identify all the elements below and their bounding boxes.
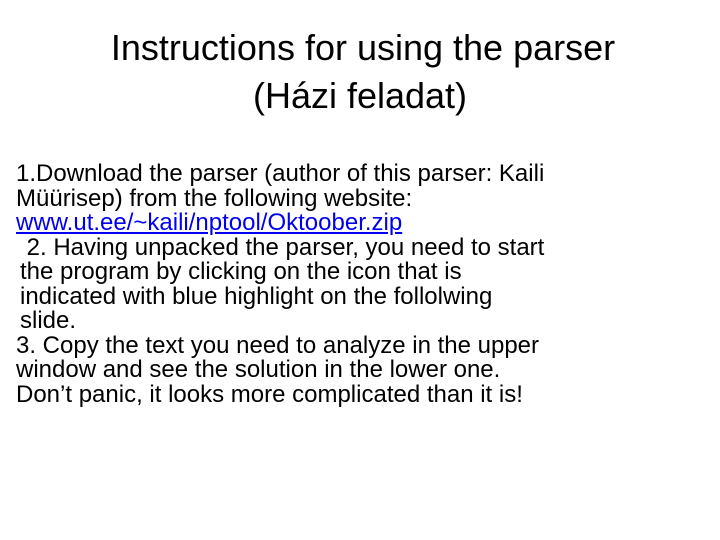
instruction-2-line-2: the program by clicking on the icon that is <box>20 258 462 285</box>
instruction-2-line-3: indicated with blue highlight on the follolwing <box>20 282 493 310</box>
instruction-2-line-4: slide. <box>20 307 77 334</box>
instruction-1-line-1: 1.Download the parser (author of this parser: Kaili <box>16 160 545 187</box>
instruction-3-line-1: 3. Copy the text you need to analyze in the upper <box>16 331 540 359</box>
instruction-2-line-1: 2. Having unpacked the parser, you need to start <box>20 233 545 261</box>
instruction-item-3 <box>16 331 706 408</box>
instruction-1-line-2: Müürisep) from the following website: <box>16 184 413 212</box>
title-line-2: (Házi feladat) <box>252 75 468 116</box>
instruction-item-1 <box>16 162 706 236</box>
slide-title <box>0 24 720 120</box>
instruction-item-2 <box>16 233 706 334</box>
instruction-3-line-3: Don’t panic, it looks more complicated than it is! <box>16 380 523 408</box>
parser-download-link[interactable]: www.ut.ee/~kaili/nptool/Oktoober.zip <box>16 209 403 236</box>
title-line-1: Instructions for using the parser <box>110 27 616 68</box>
instruction-3-line-2: window and see the solution in the lower one. <box>16 356 501 383</box>
instructions-list <box>16 162 706 407</box>
